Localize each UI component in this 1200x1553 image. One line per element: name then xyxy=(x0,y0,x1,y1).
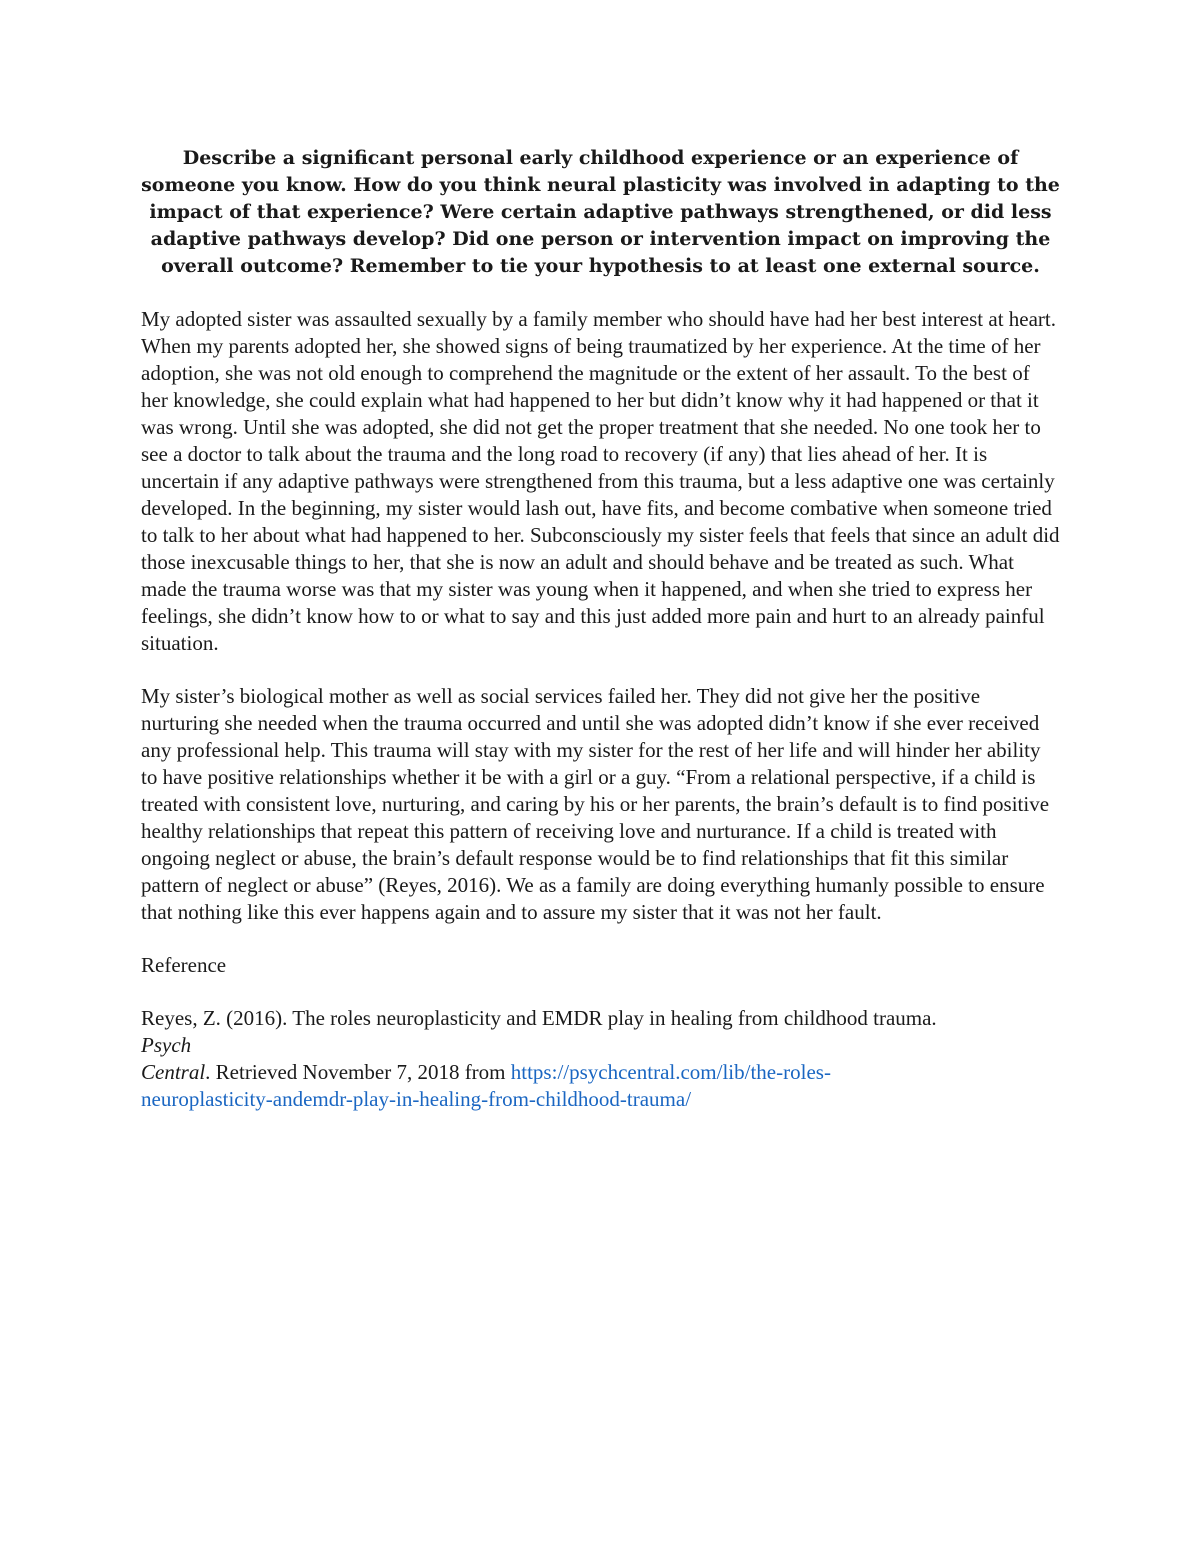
reference-heading: Reference xyxy=(141,953,227,977)
body-paragraph-1: My adopted sister was assaulted sexually by a family member who should have had her best interest at heart. When my parents adopted her, she showed signs of being traumatized by her experience. At the time of her adoption, she was not old enough to comprehend the magnitude or the extent of her assault. To the best of her knowledge, she could explain what had happened to her but didn’t know why it had happened or that it was wrong. Until she was adopted, she did not get the proper treatment that she needed. No one took her to see a doctor to talk about the trauma and the long road to recovery (if any) that lies ahead of her. It is uncertain if any adaptive pathways were strengthened from this trauma, but a less adaptive one was certainly developed. In the beginning, my sister would lash out, have fits, and become combative when someone tried to talk to her about what had happened to her. Subconsciously my sister feels that feels that since an adult did those inexcusable things to her, that she is now an adult and should behave and be treated as such. What made the trauma worse was that my sister was young when it happened, and when she tried to express her feelings, she didn’t know how to or what to say and this just added more pain and hurt to an already painful situation. xyxy=(141,307,1060,655)
retrieved-text: Retrieved November 7, 2018 from xyxy=(210,1060,511,1084)
reference-link-part-2: neuroplasticity-andemdr-play-in-healing-from-childhood-trauma/ xyxy=(141,1087,692,1111)
journal-name-line-1: Psych xyxy=(141,1033,192,1057)
citation-text: Reyes, Z. (2016). The roles neuroplasticity and EMDR play in healing from childhood trauma. xyxy=(141,1006,937,1030)
assignment-prompt: Describe a significant personal early childhood experience or an experience of someone you know. How do you think neural plasticity was involved in adapting to the impact of that experience? Were certain adaptive pathways strengthened, or did less adaptive pathways develop? Did one person or intervention impact on improving the overall outcome? Remember to tie your hypothesis to at least one external source. xyxy=(141,147,1060,277)
journal-name-line-2: Central xyxy=(141,1060,206,1084)
reference-link-part-1: https://psychcentral.com/lib/the-roles- xyxy=(510,1060,831,1084)
journal-period: . xyxy=(205,1060,211,1084)
reference-citation xyxy=(141,1005,1060,1113)
body-paragraph-2: My sister’s biological mother as well as social services failed her. They did not give her the positive nurturing she needed when the trauma occurred and until she was adopted didn’t know if she ever received any professional help. This trauma will stay with my sister for the rest of her life and will hinder her ability to have positive relationships whether it be with a girl or a guy. “From a relational perspective, if a child is treated with consistent love, nurturing, and caring by his or her parents, the brain’s default is to find positive healthy relationships that repeat this pattern of receiving love and nurturance. If a child is treated with ongoing neglect or abuse, the brain’s default response would be to find relationships that fit this similar pattern of neglect or abuse” (Reyes, 2016). We as a family are doing everything humanly possible to ensure that nothing like this ever happens again and to assure my sister that it was not her fault. xyxy=(141,684,1050,924)
